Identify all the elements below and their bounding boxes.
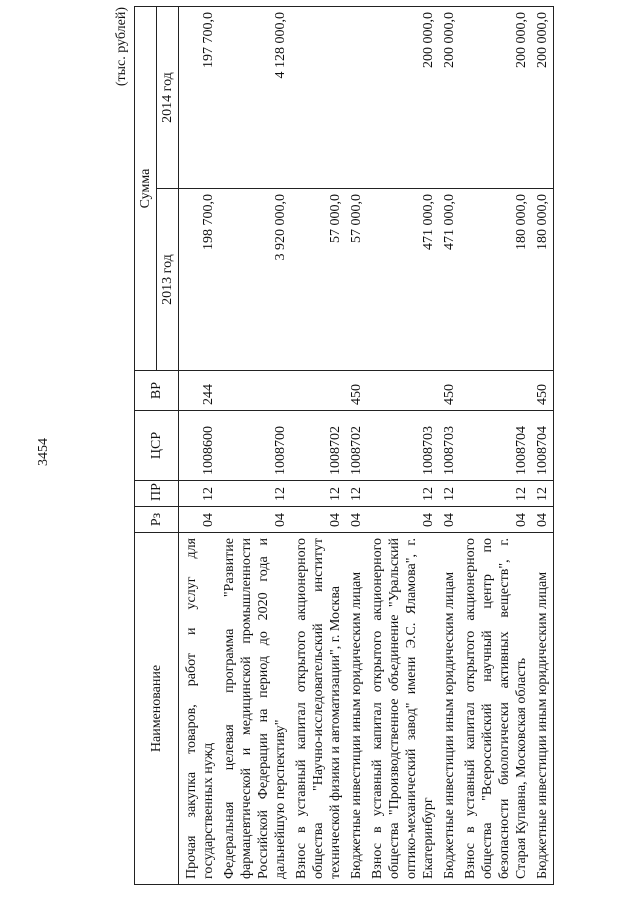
row-pr: 12 [219,481,291,507]
header-name: Наименование [135,533,179,885]
row-pr: 12 [439,481,460,507]
row-2013: 471 000,0 [439,189,460,371]
header-2014: 2014 год [157,7,179,189]
row-csr: 1008700 [219,411,291,481]
row-csr: 1008703 [439,411,460,481]
document-sheet [112,0,550,895]
row-pr: 12 [367,481,439,507]
row-csr: 1008703 [367,411,439,481]
header-rz: Рз [135,507,179,533]
header-2013: 2013 год [157,189,179,371]
row-vr: 450 [346,371,367,411]
row-pr: 12 [346,481,367,507]
table-row [179,7,220,885]
row-name: Федеральная целевая программа "Развитие фармацевтической и медицинской промышленности Российской Федерации на период до 2020 года и дальнейшую перспективу" [219,533,291,885]
table-row [291,7,346,885]
table-row [367,7,439,885]
row-csr: 1008702 [291,411,346,481]
row-vr [367,371,439,411]
row-name: Взнос в уставный капитал открытого акционерного общества "Всероссийский научный центр по безопасности биологически активных веществ", г. Старая Купавна, Московская область [460,533,532,885]
row-rz: 04 [179,507,220,533]
row-rz: 04 [439,507,460,533]
row-pr: 12 [179,481,220,507]
table-row [346,7,367,885]
row-vr: 450 [532,371,554,411]
row-rz: 04 [367,507,439,533]
row-rz: 04 [532,507,554,533]
row-2013: 198 700,0 [179,189,220,371]
row-rz: 04 [460,507,532,533]
row-name: Прочая закупка товаров, работ и услуг для государственных нужд [179,533,220,885]
row-name: Бюджетные инвестиции иным юридическим лицам [532,533,554,885]
table-row [219,7,291,885]
table-row [532,7,554,885]
row-rz: 04 [291,507,346,533]
row-pr: 12 [291,481,346,507]
page-number: 3454 [36,438,51,466]
row-2013: 3 920 000,0 [219,189,291,371]
row-2014: 200 000,0 [532,7,554,189]
row-csr: 1008600 [179,411,220,481]
header-pr: ПР [135,481,179,507]
header-csr: ЦСР [135,411,179,481]
header-sum: Сумма [135,7,157,371]
row-vr [219,371,291,411]
table-row [460,7,532,885]
row-csr: 1008704 [532,411,554,481]
row-2013: 180 000,0 [460,189,532,371]
row-pr: 12 [460,481,532,507]
row-2014: 200 000,0 [367,7,439,189]
row-pr: 12 [532,481,554,507]
row-2014: 200 000,0 [439,7,460,189]
row-vr: 244 [179,371,220,411]
row-2014 [291,7,346,189]
row-2013: 57 000,0 [291,189,346,371]
row-rz: 04 [346,507,367,533]
row-name: Взнос в уставный капитал открытого акционерного общества "Производственное объединение "Уральский оптико-механический завод" имени Э.С. Яламова", г. Екатеринбург [367,533,439,885]
header-vr: ВР [135,371,179,411]
units-label: (тыс. рублей) [114,7,129,87]
row-name: Бюджетные инвестиции иным юридическим лицам [346,533,367,885]
row-vr [460,371,532,411]
row-2013: 57 000,0 [346,189,367,371]
row-2014: 200 000,0 [460,7,532,189]
row-vr [291,371,346,411]
row-name: Взнос в уставный капитал открытого акционерного общества "Научно-исследовательский институт технической физики и автоматизации", г. Москва [291,533,346,885]
row-csr: 1008702 [346,411,367,481]
budget-table [134,6,554,885]
row-name: Бюджетные инвестиции иным юридическим лицам [439,533,460,885]
row-2014: 197 700,0 [179,7,220,189]
row-2013: 471 000,0 [367,189,439,371]
row-rz: 04 [219,507,291,533]
row-2014: 4 128 000,0 [219,7,291,189]
row-2013: 180 000,0 [532,189,554,371]
table-row [439,7,460,885]
row-vr: 450 [439,371,460,411]
row-csr: 1008704 [460,411,532,481]
row-2014 [346,7,367,189]
